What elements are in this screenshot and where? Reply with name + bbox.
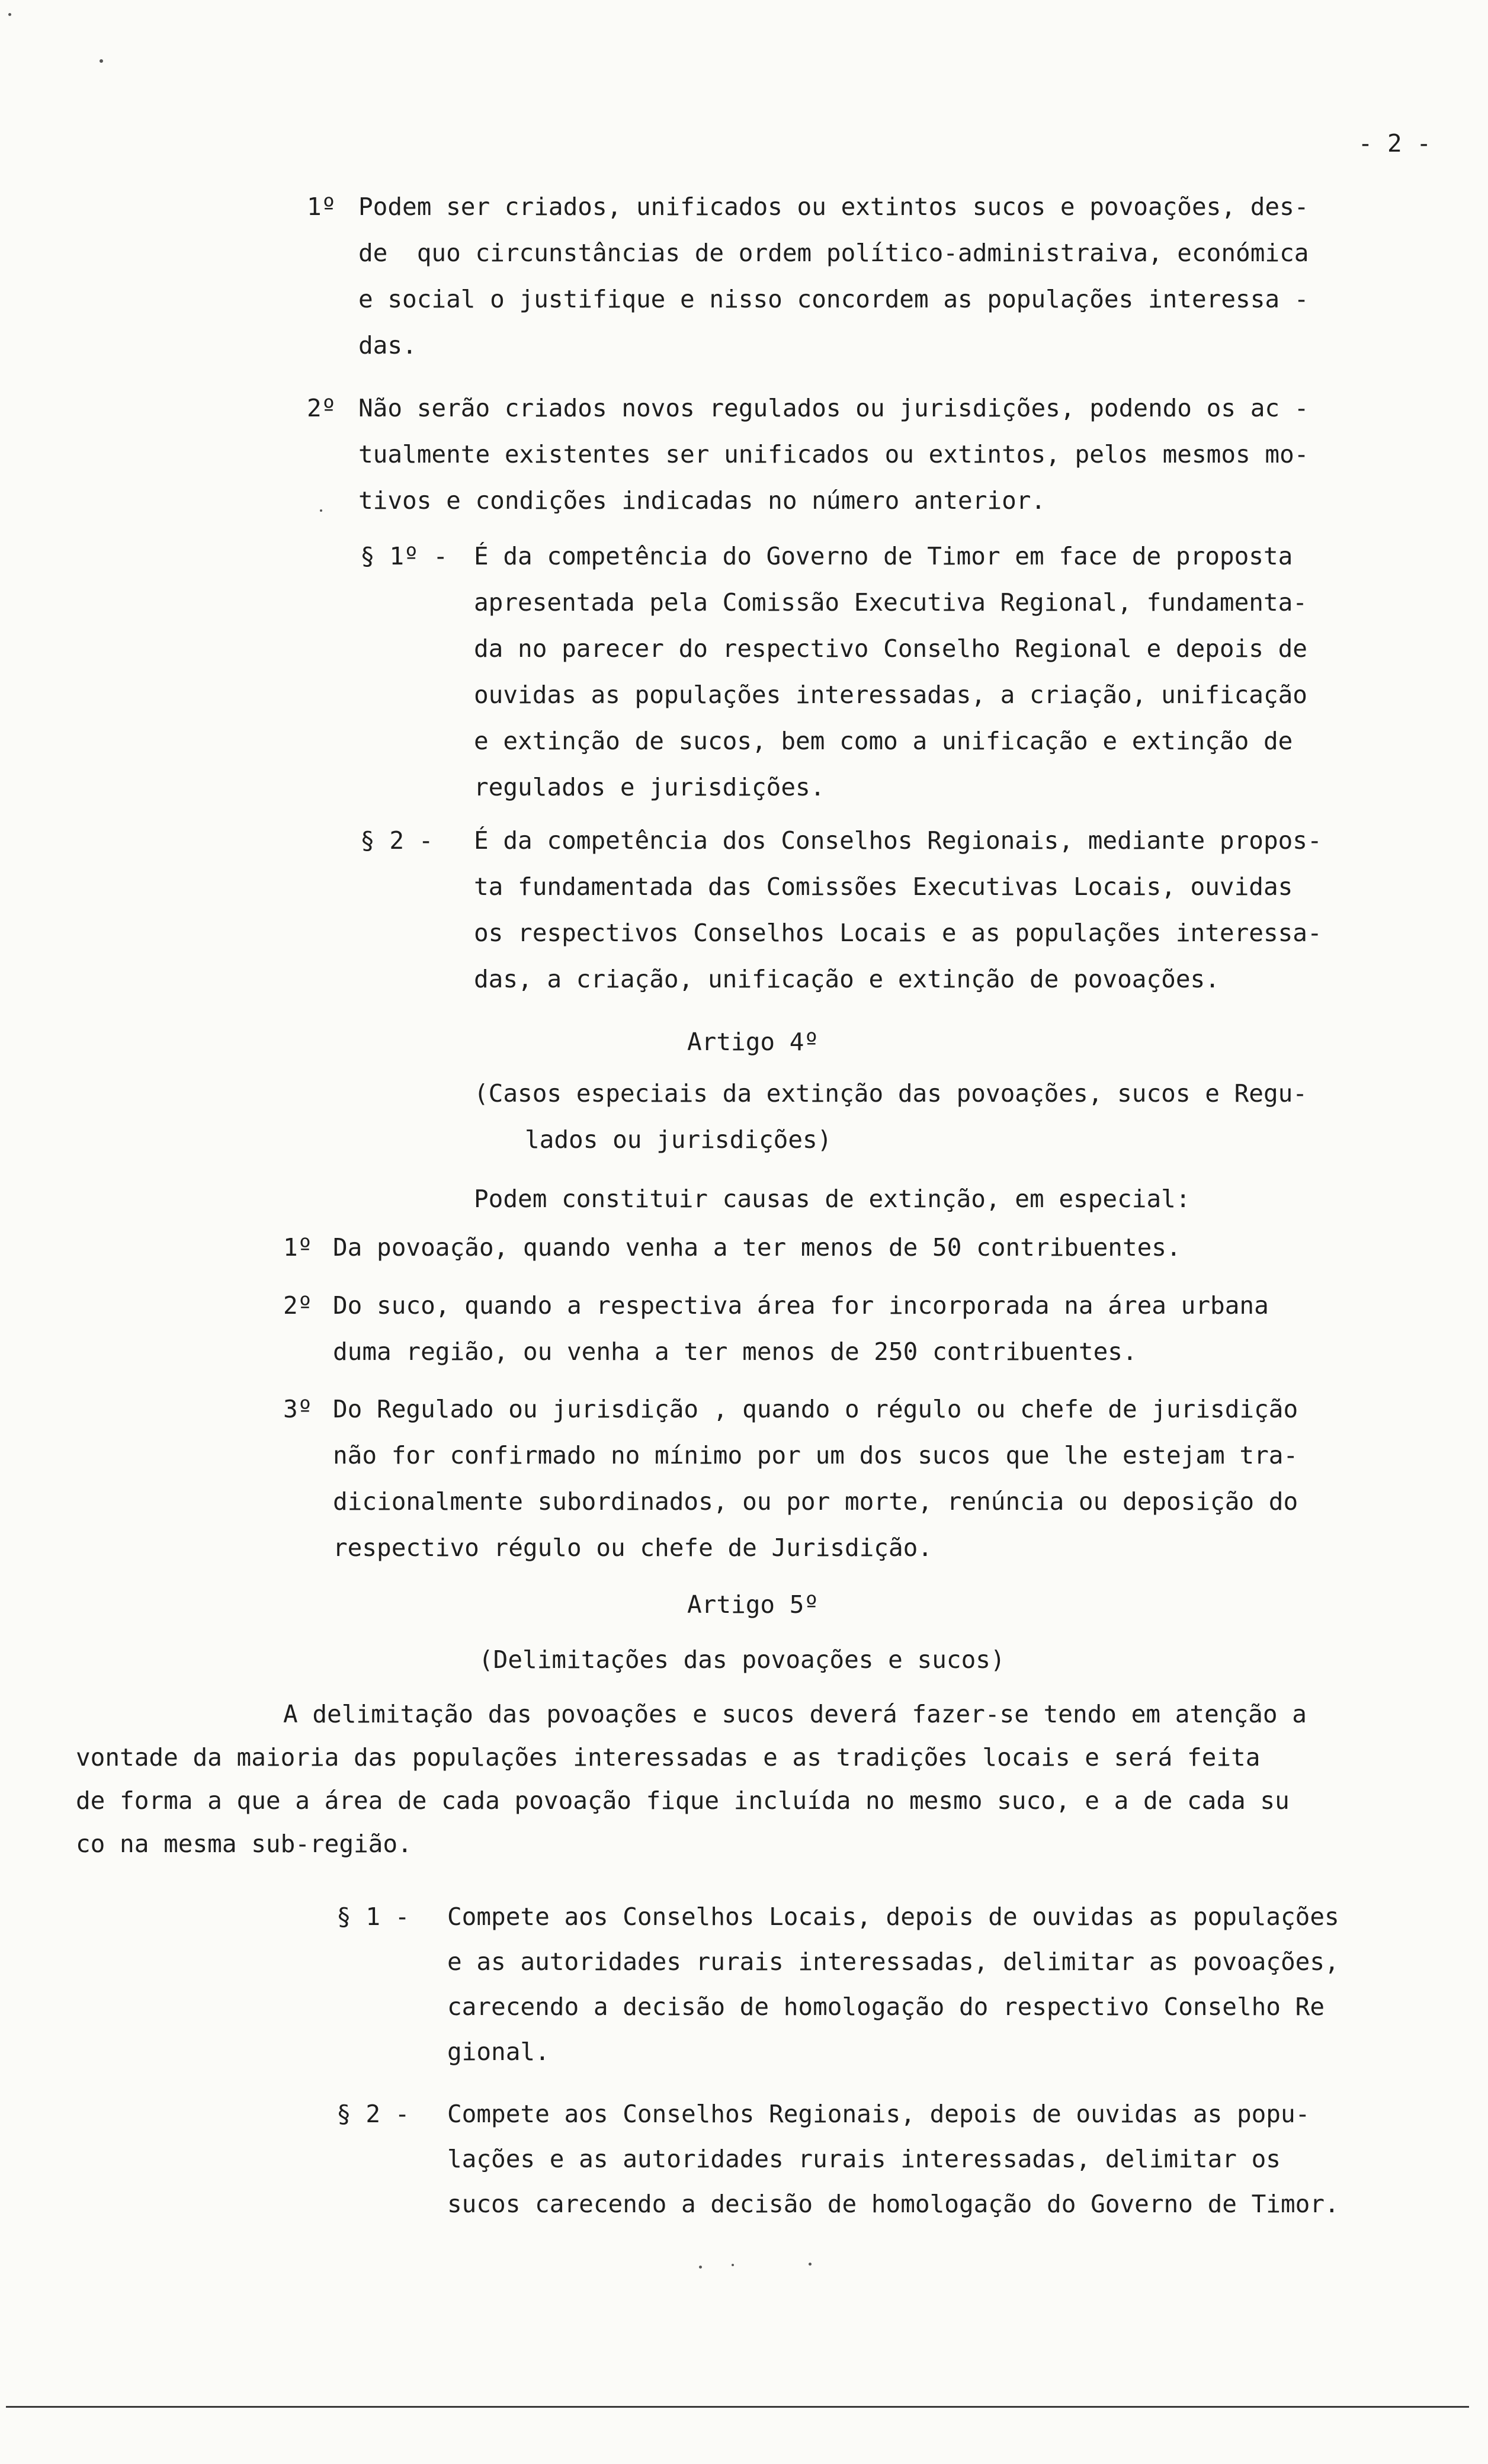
- article-5-paragraph-1-mark: § 1 -: [336, 1902, 410, 1931]
- text-line: respectivo régulo ou chefe de Jurisdição.: [333, 1533, 933, 1562]
- page-bottom-edge: [6, 2406, 1469, 2408]
- text-line: dicionalmente subordinados, ou por morte, renúncia ou deposição do: [333, 1487, 1298, 1516]
- text-line: lados ou jurisdições): [525, 1125, 832, 1154]
- text-line: co na mesma sub-região.: [76, 1830, 412, 1858]
- scan-speck: [8, 13, 11, 16]
- text-line: sucos carecendo a decisão de homologação do Governo de Timor.: [447, 2190, 1339, 2218]
- article-5-title: Artigo 5º: [687, 1590, 819, 1619]
- text-line: e extinção de sucos, bem como a unificação e extinção de: [474, 727, 1293, 755]
- paragraph-2-mark: § 2 -: [360, 826, 434, 855]
- scan-speck: [732, 2264, 734, 2266]
- text-line: duma região, ou venha a ter menos de 250 contribuentes.: [333, 1337, 1137, 1366]
- text-line: Compete aos Conselhos Locais, depois de ouvidas as populações: [447, 1902, 1339, 1931]
- text-line: das, a criação, unificação e extinção de povoações.: [474, 965, 1220, 993]
- scan-speck: [100, 59, 103, 63]
- text-line: (Casos especiais da extinção das povoações, sucos e Regu-: [474, 1079, 1307, 1108]
- text-line: Compete aos Conselhos Regionais, depois de ouvidas as popu-: [447, 2100, 1310, 2128]
- scan-speck: [699, 2266, 702, 2269]
- text-line: ouvidas as populações interessadas, a criação, unificação: [474, 681, 1307, 709]
- article-4-item-2-number: 2º: [283, 1291, 313, 1320]
- text-line: da no parecer do respectivo Conselho Regional e depois de: [474, 634, 1307, 663]
- article-5-subtitle: (Delimitações das povoações e sucos): [479, 1645, 1005, 1674]
- article-4-item-1-number: 1º: [283, 1233, 313, 1262]
- text-line: de forma a que a área de cada povoação fique incluída no mesmo suco, e a de cada su: [76, 1786, 1290, 1815]
- text-line: A delimitação das povoações e sucos deverá fazer-se tendo em atenção a: [283, 1700, 1307, 1728]
- paragraph-1-mark: § 1º -: [360, 542, 448, 570]
- page-number: - 2 -: [1358, 129, 1431, 158]
- text-line: os respectivos Conselhos Locais e as populações interessa-: [474, 919, 1322, 947]
- text-line: e as autoridades rurais interessadas, delimitar as povoações,: [447, 1948, 1339, 1976]
- item-1-number: 1º: [307, 192, 336, 221]
- scan-speck: [809, 2263, 812, 2266]
- article-4-item-3-number: 3º: [283, 1395, 313, 1423]
- text-line: e social o justifique e nisso concordem as populações interessa -: [358, 285, 1309, 313]
- article-5-paragraph-2-mark: § 2 -: [336, 2100, 410, 2128]
- scan-speck: [320, 509, 322, 512]
- text-line: de quo circunstâncias de ordem político-administraiva, económica: [358, 239, 1309, 267]
- text-line: É da competência do Governo de Timor em face de proposta: [474, 542, 1293, 570]
- text-line: Da povoação, quando venha a ter menos de 50 contribuentes.: [333, 1233, 1181, 1262]
- text-line: Não serão criados novos regulados ou jurisdições, podendo os ac -: [358, 394, 1309, 422]
- text-line: regulados e jurisdições.: [474, 773, 825, 801]
- text-line: Do suco, quando a respectiva área for incorporada na área urbana: [333, 1291, 1269, 1320]
- article-4-intro: Podem constituir causas de extinção, em especial:: [474, 1185, 1191, 1213]
- text-line: lações e as autoridades rurais interessadas, delimitar os: [447, 2145, 1281, 2173]
- item-2-number: 2º: [307, 394, 336, 422]
- text-line: É da competência dos Conselhos Regionais, mediante propos-: [474, 826, 1322, 855]
- text-line: carecendo a decisão de homologação do respectivo Conselho Re: [447, 1993, 1325, 2021]
- text-line: apresentada pela Comissão Executiva Regional, fundamenta-: [474, 588, 1307, 617]
- text-line: Podem ser criados, unificados ou extintos sucos e povoações, des-: [358, 192, 1309, 221]
- text-line: vontade da maioria das populações interessadas e as tradições locais e será feita: [76, 1743, 1261, 1772]
- text-line: das.: [358, 331, 417, 360]
- text-line: Do Regulado ou jurisdição , quando o régulo ou chefe de jurisdição: [333, 1395, 1298, 1423]
- text-line: gional.: [447, 2038, 550, 2066]
- text-line: tualmente existentes ser unificados ou extintos, pelos mesmos mo-: [358, 440, 1309, 469]
- article-4-title: Artigo 4º: [687, 1028, 819, 1056]
- text-line: ta fundamentada das Comissões Executivas Locais, ouvidas: [474, 872, 1293, 901]
- text-line: não for confirmado no mínimo por um dos sucos que lhe estejam tra-: [333, 1441, 1298, 1470]
- text-line: tivos e condições indicadas no número anterior.: [358, 486, 1046, 515]
